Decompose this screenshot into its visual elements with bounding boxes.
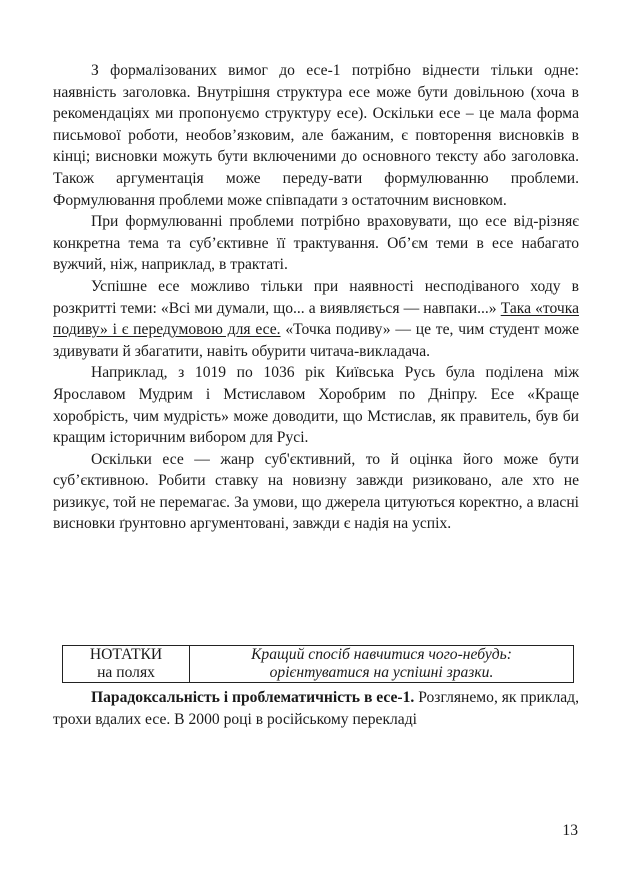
paragraph-1: З формалізованих вимог до есе-1 потрібно віднести тільки одне: наявність заголовка. Внутрішня структура есе може бути довільною (хоча в рекомендаціях ми пропонуємо структуру есе). Оскільки есе – це мала форма письмової роботи, необов’язковим, але бажаним, є повторення висновків в кінці; висновки можуть бути включеними до основного тексту або заголовка. Також аргументація може переду-вати формулюванню проблеми. Формулювання проблеми може співпадати з остаточним висновком.	[53, 62, 579, 209]
notes-quote: Кращий спосіб навчитися чого-небудь: орієнтуватися на успішні зразки.	[190, 646, 574, 683]
notes-box	[62, 645, 574, 683]
section-heading: Парадоксальність і проблематичність в есе-1.	[91, 689, 415, 706]
main-text	[53, 60, 579, 535]
paragraph-5: Оскільки есе — жанр суб'єктивний, то й оцінка його може бути суб’єктивною. Робити ставку на новизну завжди ризиковано, але хто не ризикує, той не перемагає. За умови, що джерела цитуються коректно, а власні висновки ґрунтовно аргументовані, завжди є надія на успіх.	[53, 450, 579, 533]
paragraph-3	[53, 276, 579, 362]
notes-label: НОТАТКИ на полях	[63, 646, 190, 683]
page-number: 13	[562, 822, 578, 839]
section-body: Розглянемо, як приклад, трохи вдалих есе. В 2000 році в російському перекладі	[53, 689, 580, 728]
paragraph-3-end: «Точка подиву» — це те, чим студент може здивувати й збагатити, навіть обурити читача-викладача.	[53, 321, 579, 360]
section-text	[53, 687, 579, 730]
paragraph-4: Наприклад, з 1019 по 1036 рік Київська Русь була поділена між Ярославом Мудрим і Мстиславом Хоробрим по Дніпру. Есе «Краще хоробрість, чим мудрість» може доводити, що Мстислав, як правитель, був би кращим історичним вибором для Русі.	[53, 364, 579, 447]
section-paragraph	[53, 687, 579, 730]
paragraph-2: При формулюванні проблеми потрібно враховувати, що есе від-різняє конкретна тема та суб’єктивне її трактування. Об’єм теми в есе набагато вужчий, ніж, наприклад, в трактаті.	[53, 213, 579, 274]
paragraph-3-start: Успішне есе можливо тільки при наявності несподіваного ходу в розкритті теми: «Всі ми думали, що... а виявляється — навпаки...»	[53, 277, 579, 317]
underlined-phrase: Така «точка подиву» і є передумовою для есе.	[53, 299, 579, 339]
